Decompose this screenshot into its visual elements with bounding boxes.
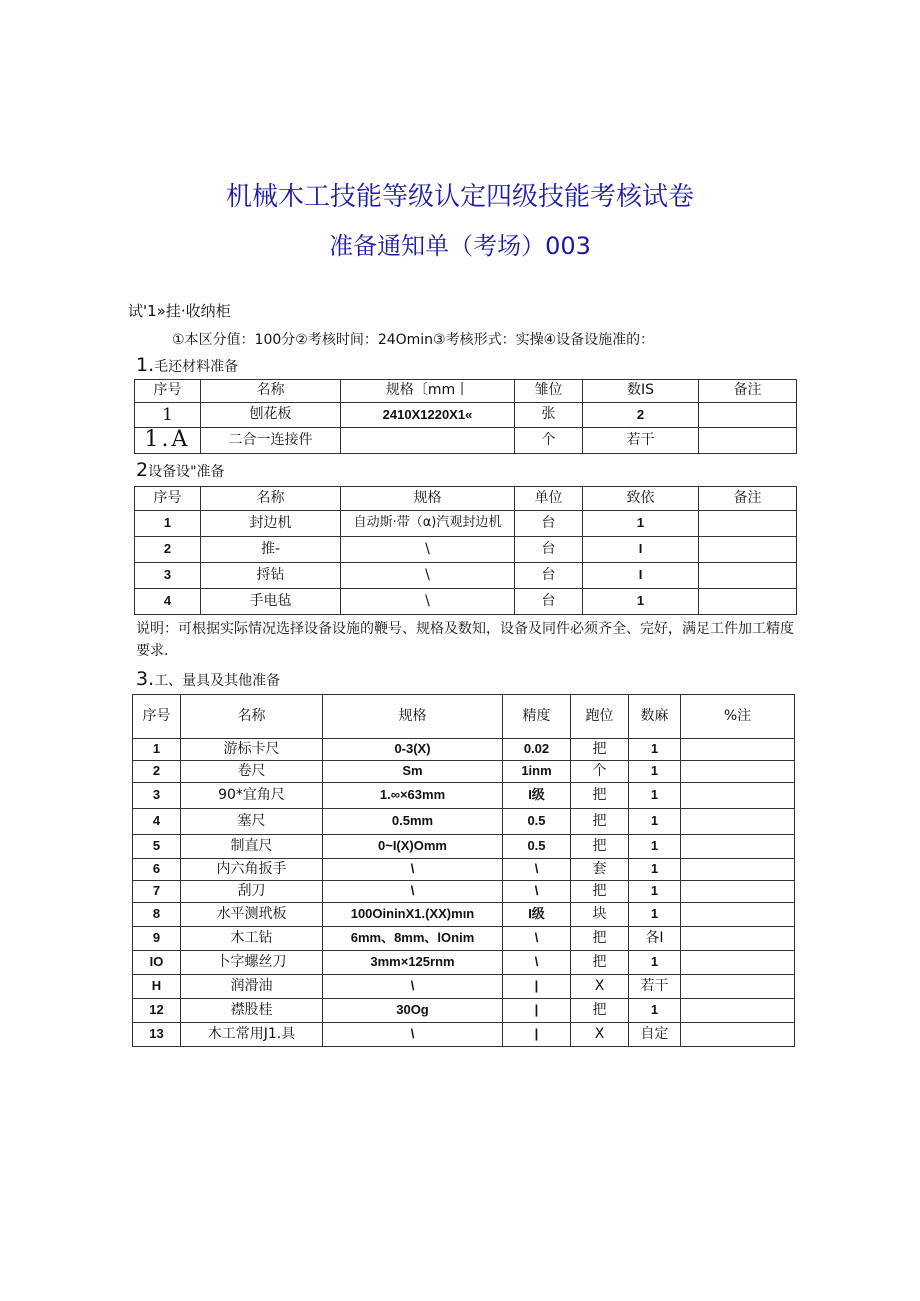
table-cell: 1 [629,881,681,903]
header-cell: 名称 [201,487,341,511]
table-header-row [135,380,797,403]
table-cell: 1 [629,783,681,809]
table-cell: 90*宜角尺 [181,783,323,809]
table-cell: 1 [629,999,681,1023]
table-cell: 把 [571,881,629,903]
table-row [133,761,795,783]
header-cell: 规格 [341,487,515,511]
table-row [133,809,795,835]
table-cell: 2 [135,537,201,563]
header-cell: 精度 [503,695,571,739]
table-cell: 9 [133,927,181,951]
table-cell: 把 [571,951,629,975]
table-cell: 12 [133,999,181,1023]
table-cell: 木工常用J1.具 [181,1023,323,1047]
table-cell: 1 [629,903,681,927]
table-cell: 1 [629,835,681,859]
table-row [133,951,795,975]
section2-number: 2 [136,459,149,481]
table-cell [681,999,795,1023]
table-cell: 8 [133,903,181,927]
table-cell: \ [323,975,503,999]
table-cell [681,881,795,903]
header-cell: 序号 [133,695,181,739]
table-cell: 把 [571,783,629,809]
section2-heading [136,459,225,481]
table-cell: H [133,975,181,999]
header-cell: 规格 [323,695,503,739]
section1-number: 1. [136,354,155,376]
table-cell: 制直尺 [181,835,323,859]
table-cell: 个 [571,761,629,783]
header-cell: 跑位 [571,695,629,739]
table-cell [681,927,795,951]
table-cell [681,783,795,809]
table-cell: 100OininX1.(XX)mιn [323,903,503,927]
table-cell: 把 [571,927,629,951]
table-cell: 自定 [629,1023,681,1047]
note-text: 说明：可根据实际情况选择设备设施的鞭号、规格及数知，设备及同件必须齐全、完好，满足工件加工精度要求. [136,621,794,659]
table-cell: 台 [515,563,583,589]
table-cell: 塞尺 [181,809,323,835]
table-cell: | [503,975,571,999]
header-cell: 备注 [699,380,797,403]
table-cell: 把 [571,809,629,835]
table-header-row [135,487,797,511]
table-row [133,927,795,951]
table-cell: 若干 [629,975,681,999]
table-cell: \ [503,859,571,881]
table-cell: 套 [571,859,629,881]
table-cell: 1 [629,761,681,783]
table-cell: 1 [629,739,681,761]
table-cell: 游标卡尺 [181,739,323,761]
table-cell: | [503,999,571,1023]
table-cell: 1 [629,809,681,835]
table-cell: 6mm、8mm、lOnim [323,927,503,951]
table-cell: Sm [323,761,503,783]
table-row [133,835,795,859]
table-row [133,881,795,903]
table-cell: 1 [135,403,201,428]
table-cell [681,739,795,761]
table-cell [681,951,795,975]
table-cell: 0.5 [503,809,571,835]
table-cell [681,859,795,881]
section3-title: 工、量具及其他准备 [154,673,281,689]
table-cell [681,835,795,859]
table-cell: 台 [515,589,583,615]
table-cell: 台 [515,511,583,537]
table-row [133,783,795,809]
table-header-row [133,695,795,739]
table-cell: 自动斯·带（α)汽观封边机 [341,511,515,537]
table-cell: 4 [135,589,201,615]
table-cell [681,975,795,999]
table-cell: 卷尺 [181,761,323,783]
table-cell: 1inm [503,761,571,783]
page-subtitle: 准备通知单（考场）003 [329,232,591,260]
table-cell: 手电毡 [201,589,341,615]
table-cell: 2 [583,403,699,428]
table-cell: 1.∞×63mm [323,783,503,809]
table-cell: X [571,1023,629,1047]
header-cell: 单位 [515,487,583,511]
exam-info: ①本区分值：100分②考核时间：24Omin③考核形式：实操④设备设施准的： [172,332,655,348]
table-cell: 刨花板 [201,403,341,428]
page-title: 机械木工技能等级认定四级技能考核试卷 [225,182,694,212]
table-cell: 5 [133,835,181,859]
table-cell: 卜字螺丝刀 [181,951,323,975]
table-row [135,511,797,537]
table-cell: 1 [583,589,699,615]
table-cell [681,1023,795,1047]
table-cell: 3 [133,783,181,809]
header-cell: 规格〔mm丨 [341,380,515,403]
table-cell: | [503,1023,571,1047]
table-cell: \ [341,537,515,563]
table-cell: \ [503,951,571,975]
section1-heading [136,354,238,376]
table-row [133,999,795,1023]
table-cell [699,563,797,589]
table-cell: 台 [515,537,583,563]
table-cell: I [583,563,699,589]
table-cell [699,511,797,537]
table-cell: 1 [583,511,699,537]
table-row [135,537,797,563]
table-cell: I [583,537,699,563]
header-cell: 序号 [135,487,201,511]
table-row [133,975,795,999]
table-cell [681,761,795,783]
table-row [135,403,797,428]
table-cell: 6 [133,859,181,881]
table-cell [681,809,795,835]
table-cell: 0.5mm [323,809,503,835]
table-cell: 润滑油 [181,975,323,999]
table-cell: 水平测玳板 [181,903,323,927]
header-cell: 名称 [201,380,341,403]
table-cell: \ [341,589,515,615]
table-cell: 3mm×125rnm [323,951,503,975]
table-cell: 0-3(X) [323,739,503,761]
table-row [135,563,797,589]
table-cell: 1 [135,511,201,537]
table-cell [699,589,797,615]
table-cell: 襟股桂 [181,999,323,1023]
section3-number: 3. [136,668,155,690]
table-cell: 3 [135,563,201,589]
table-cell [699,537,797,563]
header-cell: 备注 [699,487,797,511]
table-cell: 把 [571,999,629,1023]
test-item: 试'1»挂·收纳柜 [128,302,231,320]
table-cell: 个 [515,428,583,454]
table-cell: 2410X1220X1« [341,403,515,428]
table-cell: 1.A [135,428,201,454]
section1-title: 毛还材料准备 [154,359,239,375]
table-cell: IO [133,951,181,975]
tools-table [132,694,795,1047]
table-cell: 0.5 [503,835,571,859]
table-cell: 4 [133,809,181,835]
table-row [133,903,795,927]
header-cell: %注 [681,695,795,739]
table-cell: \ [503,927,571,951]
table-cell: \ [323,859,503,881]
table-cell: \ [341,563,515,589]
section3-heading [136,668,280,690]
table-row [135,428,797,454]
table-row [133,1023,795,1047]
table-cell: X [571,975,629,999]
table-cell: 7 [133,881,181,903]
table-cell: 0.02 [503,739,571,761]
table-cell: 块 [571,903,629,927]
table-cell: 刮刀 [181,881,323,903]
header-cell: 序号 [135,380,201,403]
table-cell: 2 [133,761,181,783]
header-cell: 数麻 [629,695,681,739]
table-cell: I级 [503,783,571,809]
table-cell: \ [323,881,503,903]
table-cell: 30Og [323,999,503,1023]
table-cell: 推- [201,537,341,563]
table-cell: 木工钻 [181,927,323,951]
table-cell [681,903,795,927]
table-cell: 1 [629,859,681,881]
table-cell: 1 [629,951,681,975]
table-cell: 把 [571,739,629,761]
table-cell: 0~I(X)Omm [323,835,503,859]
header-cell: 名称 [181,695,323,739]
table-cell: 张 [515,403,583,428]
table-cell: \ [323,1023,503,1047]
section2-title: 设备设"准备 [148,464,225,480]
table-cell: 若干 [583,428,699,454]
table-cell [699,403,797,428]
table-row [133,859,795,881]
header-cell: 数IS [583,380,699,403]
table-cell: I级 [503,903,571,927]
table-cell [341,428,515,454]
table-cell: 内六角扳手 [181,859,323,881]
table-cell: 各I [629,927,681,951]
table-cell: 13 [133,1023,181,1047]
table-cell: 捋钻 [201,563,341,589]
materials-table [134,379,797,454]
table-cell: 1 [133,739,181,761]
table-cell: \ [503,881,571,903]
table-cell: 二合一连接件 [201,428,341,454]
table-row [133,739,795,761]
header-cell: 雏位 [515,380,583,403]
header-cell: 致依 [583,487,699,511]
table-cell: 把 [571,835,629,859]
table-cell [699,428,797,454]
table-cell: 封边机 [201,511,341,537]
equipment-table [134,486,797,615]
table-row [135,589,797,615]
